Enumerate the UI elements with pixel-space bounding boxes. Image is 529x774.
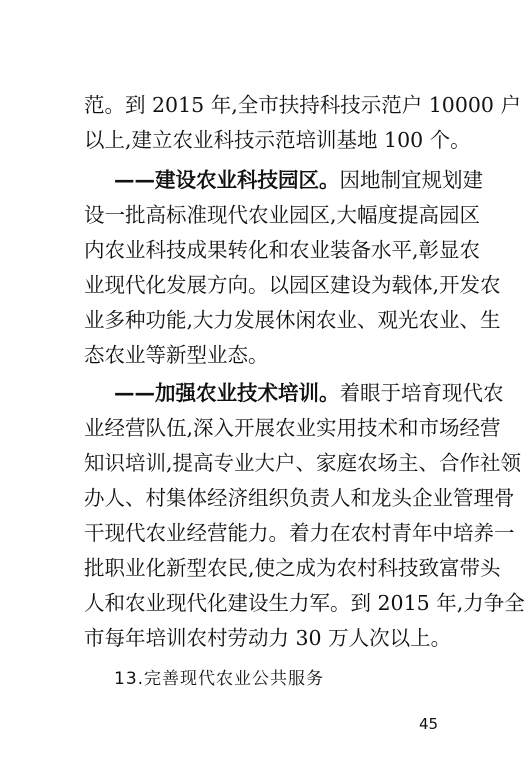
paragraph-first-line — [114, 165, 483, 195]
text-line: 干现代农业经营能力。着力在农村青年中培养一 — [84, 521, 515, 545]
text-line: 内农业科技成果转化和农业装备水平,彰显农 — [84, 238, 481, 262]
text-line: 知识培训,提高专业大户、家庭农场主、合作社领 — [84, 451, 522, 475]
text-line: 人和农业现代化建设生力军。到 2015 年,力争全 — [84, 591, 525, 615]
text-line: 以上,建立农业科技示范培训基地 100 个。 — [84, 128, 471, 152]
section-title: 13.完善现代农业公共服务 — [114, 669, 325, 689]
text-line: 范。到 2015 年,全市扶持科技示范户 10000 户 — [84, 93, 521, 117]
text-line: 批职业化新型农民,使之成为农村科技致富带头 — [84, 556, 501, 580]
paragraph-heading: ——加强农业技术培训。 — [114, 381, 340, 405]
text-line: 业经营队伍,深入开展农业实用技术和市场经营 — [84, 416, 501, 440]
text-line: 业现代化发展方向。以园区建设为载体,开发农 — [84, 273, 501, 297]
text-line: 设一批高标准现代农业园区,大幅度提高园区 — [84, 203, 481, 227]
page-number: 45 — [419, 715, 439, 733]
paragraph-first-line — [114, 378, 504, 408]
text-line: 办人、村集体经济组织负责人和龙头企业管理骨 — [84, 486, 515, 510]
paragraph-heading: ——建设农业科技园区。 — [114, 168, 340, 192]
paragraph-text: 因地制宜规划建 — [339, 168, 483, 192]
text-line: 业多种功能,大力发展休闲农业、观光农业、生 — [84, 308, 501, 332]
text-line: 态农业等新型业态。 — [84, 343, 269, 367]
text-line: 市每年培训农村劳动力 30 万人次以上。 — [84, 626, 452, 650]
paragraph-text: 着眼于培育现代农 — [339, 381, 504, 405]
